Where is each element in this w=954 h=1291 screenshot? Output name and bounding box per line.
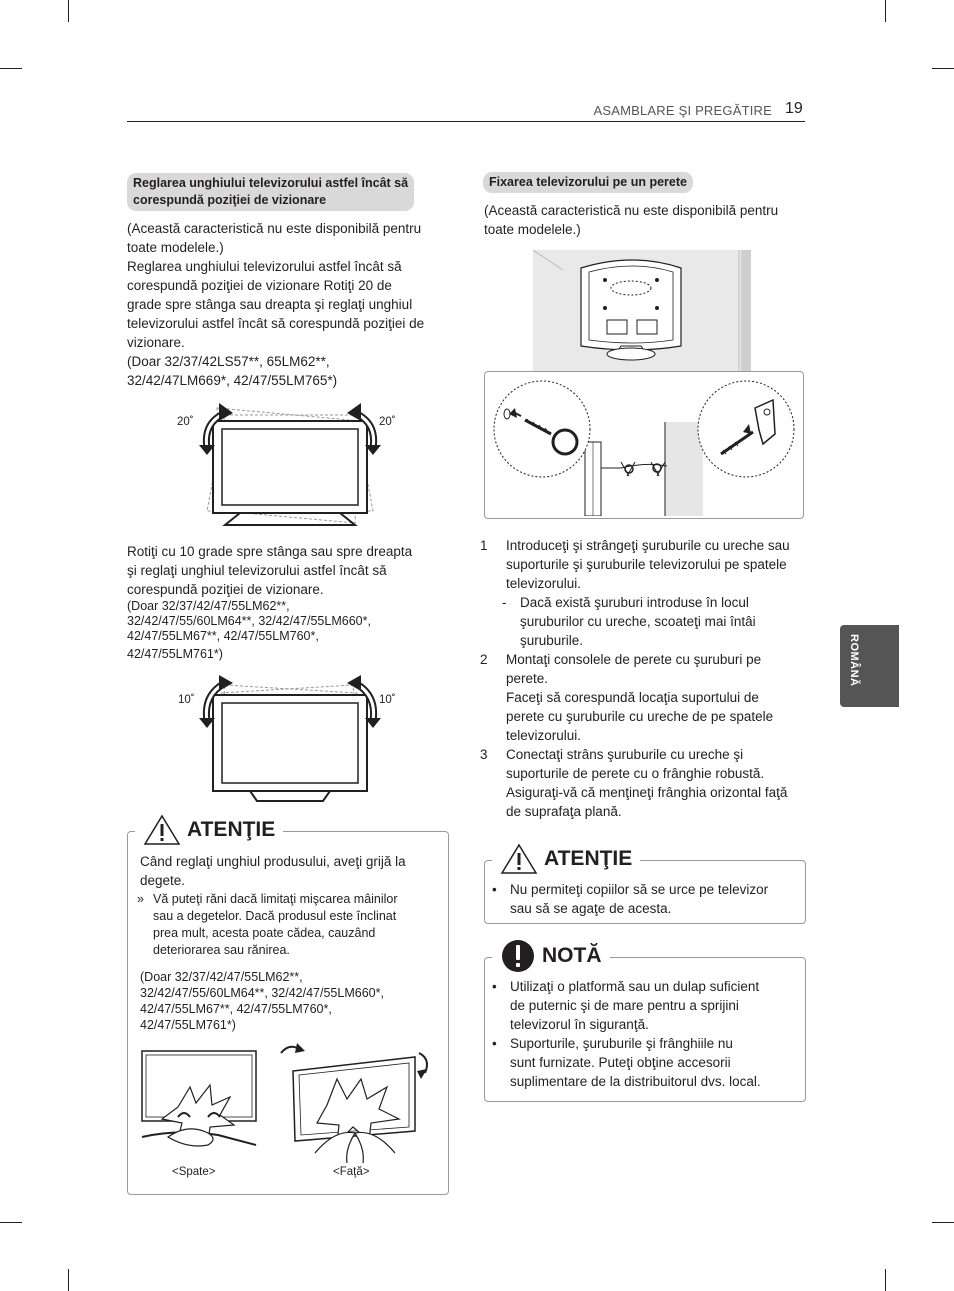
note-title (492, 934, 610, 978)
caution-title-text: ATENŢIE (544, 847, 633, 870)
section-heading-angle (127, 173, 414, 211)
language-tab (840, 625, 899, 707)
heading-line: corespundă poziţiei de vizionare (133, 193, 327, 207)
crop-mark (885, 0, 886, 22)
text-line: grade spre stânga sau dreapta şi reglaţi unghiul (127, 297, 413, 312)
text-line: • Nu permiteţi copiilor să se urce pe televizor (510, 882, 769, 897)
text-line: » Vă puteţi răni dacă limitaţi mişcarea mâinilor (153, 892, 398, 906)
text-line: televizorului. (506, 728, 582, 743)
heading-line: Reglarea unghiului televizorului astfel încât să (133, 176, 409, 190)
text-line: (Doar 32/37/42/47/55LM62**, (140, 970, 303, 984)
caption-front: <Faţă> (333, 1166, 370, 1178)
text-line: 42/47/55LM761*) (127, 647, 223, 661)
step-number: - (502, 595, 507, 610)
angle-paragraph-10 (127, 542, 447, 599)
text-line: Montaţi consolele de perete cu şuruburi pe (506, 652, 762, 667)
text-line: de puternic şi de mare pentru a sprijini (510, 998, 739, 1013)
text-line: Când reglaţi unghiul produsului, aveţi grijă la (140, 854, 406, 869)
caution-title (135, 810, 283, 850)
step-text (506, 536, 806, 593)
warning-triangle-icon (500, 843, 538, 875)
text-line: Faceţi să corespundă locaţia suportului de (506, 690, 759, 705)
caution-title (492, 839, 640, 879)
text-line: 32/42/47/55/60LM64**, 32/42/47/55LM660*, (140, 986, 384, 1000)
text-line: Rotiţi cu 10 grade spre stânga sau spre dreapta (127, 544, 413, 559)
text-line: 42/47/55LM67**, 42/47/55LM760*, (140, 1002, 332, 1016)
availability-note (484, 201, 804, 239)
eye-bolt-bracket-illustration (485, 372, 801, 516)
text-line: Conectaţi strâns şuruburile cu ureche şi (506, 747, 744, 762)
crop-mark (0, 68, 22, 69)
text-line: Introduceţi şi strângeţi şuruburile cu ureche sau (506, 538, 790, 553)
text-line: degete. (140, 873, 186, 888)
crop-mark (885, 1269, 886, 1291)
caution-intro (140, 852, 440, 890)
section-heading-wall: Fixarea televizorului pe un perete (483, 172, 693, 193)
finger-pinch-front-illustration (275, 1043, 435, 1165)
text-line: televizorului astfel încât să corespundă poziţiei de (127, 316, 425, 331)
text-line: prea mult, acesta poate cădea, cauzând (153, 926, 376, 940)
text-line: Asiguraţi-vă că menţineţi frânghia orizontal faţă (506, 785, 788, 800)
text-line: 32/42/47LM669*, 42/47/55LM765*) (127, 373, 338, 388)
text-line: suporturile şi şuruburile televizorului pe spatele (506, 557, 787, 572)
caution-item (484, 880, 802, 918)
text-line: (Această caracteristică nu este disponibilă pentru (484, 203, 779, 218)
text-line: vizionare. (127, 335, 185, 350)
text-line: suplimentare de la distribuitorul dvs. local. (510, 1074, 761, 1089)
step-number: 2 (480, 652, 488, 667)
text-line: Dacă există şuruburi introduse în locul (520, 595, 749, 610)
crop-mark (68, 0, 69, 22)
text-line: televizorul în siguranţă. (510, 1017, 649, 1032)
text-line: suporturile de perete cu o frânghie robustă. (506, 766, 765, 781)
text-line: (Această caracteristică nu este disponibilă pentru (127, 221, 422, 236)
note-title-text: NOTĂ (542, 944, 602, 967)
step-text (506, 745, 806, 821)
crop-mark (932, 68, 954, 69)
text-line: deteriorarea sau rănirea. (153, 943, 290, 957)
tv-wall-mount-illustration (533, 250, 751, 372)
text-line: • Utilizaţi o platformă sau un dulap suficient (510, 979, 760, 994)
text-line: 42/47/55LM761*) (140, 1018, 236, 1032)
text-line: (Doar 32/37/42LS57**, 65LM62**, (127, 354, 330, 369)
step-number: 3 (480, 747, 488, 762)
crop-mark (68, 1269, 69, 1291)
text-line: televizorului. (506, 576, 582, 591)
header-rule (127, 121, 805, 122)
text-line: perete cu şuruburile cu ureche de pe spatele (506, 709, 774, 724)
angle-label-left: 10˚ (178, 694, 195, 706)
step-number: 1 (480, 538, 488, 553)
note-list (484, 977, 802, 1091)
text-line: şi reglaţi unghiul televizorului astfel încât să (127, 563, 387, 578)
exclamation-circle-icon (500, 938, 536, 974)
caution-list (484, 880, 802, 918)
note-item (484, 977, 802, 1034)
text-line: sau a degetelor. Dacă produsul este înclinat (153, 909, 397, 923)
caution-bullet (137, 892, 442, 958)
angle-label-left: 20˚ (177, 416, 194, 428)
page-number: 19 (785, 100, 803, 117)
text-line: şuruburilor cu ureche, scoateţi mai întâi (520, 614, 756, 629)
text-line: sunt furnizate. Puteţi obţine accesorii (510, 1055, 731, 1070)
text-line: Reglarea unghiului televizorului astfel încât să (127, 259, 402, 274)
angle-label-right: 20˚ (379, 416, 396, 428)
crop-mark (0, 1222, 22, 1223)
text-line: 32/42/47/55/60LM64**, 32/42/47/55LM660*, (127, 614, 371, 628)
section-title: ASAMBLARE ŞI PREGĂTIRE (593, 103, 772, 118)
model-list (127, 599, 447, 662)
finger-pinch-back-illustration (138, 1045, 263, 1155)
angle-paragraph (127, 219, 447, 390)
text-line: de suprafaţa plană. (506, 804, 622, 819)
caution-bullet-item (137, 892, 442, 958)
text-line: corespundă poziţiei de vizionare. (127, 582, 324, 597)
step-text (520, 593, 806, 650)
tv-rotation-20-illustration (195, 393, 385, 538)
text-line: (Doar 32/37/42/47/55LM62**, (127, 599, 290, 613)
text-line: toate modelele.) (484, 222, 581, 237)
text-line: • Suporturile, şuruburile şi frânghiile nu (510, 1036, 733, 1051)
text-line: toate modelele.) (127, 240, 224, 255)
text-line: sau să se agaţe de acesta. (510, 901, 672, 916)
caution-models (140, 970, 445, 1033)
text-line: 42/47/55LM67**, 42/47/55LM760*, (127, 629, 319, 643)
angle-label-right: 10˚ (379, 694, 396, 706)
step-text (506, 650, 806, 745)
caption-back: <Spate> (172, 1166, 216, 1178)
text-line: corespundă poziţiei de vizionare Rotiţi 20 de (127, 278, 392, 293)
text-line: perete. (506, 671, 549, 686)
language-tab-label: ROMÂNĂ (848, 634, 860, 687)
text-line: şuruburile. (520, 633, 584, 648)
warning-triangle-icon (143, 814, 181, 846)
note-item (484, 1034, 802, 1091)
crop-mark (932, 1222, 954, 1223)
tv-rotation-10-illustration (195, 673, 385, 808)
caution-title-text: ATENŢIE (187, 818, 276, 841)
